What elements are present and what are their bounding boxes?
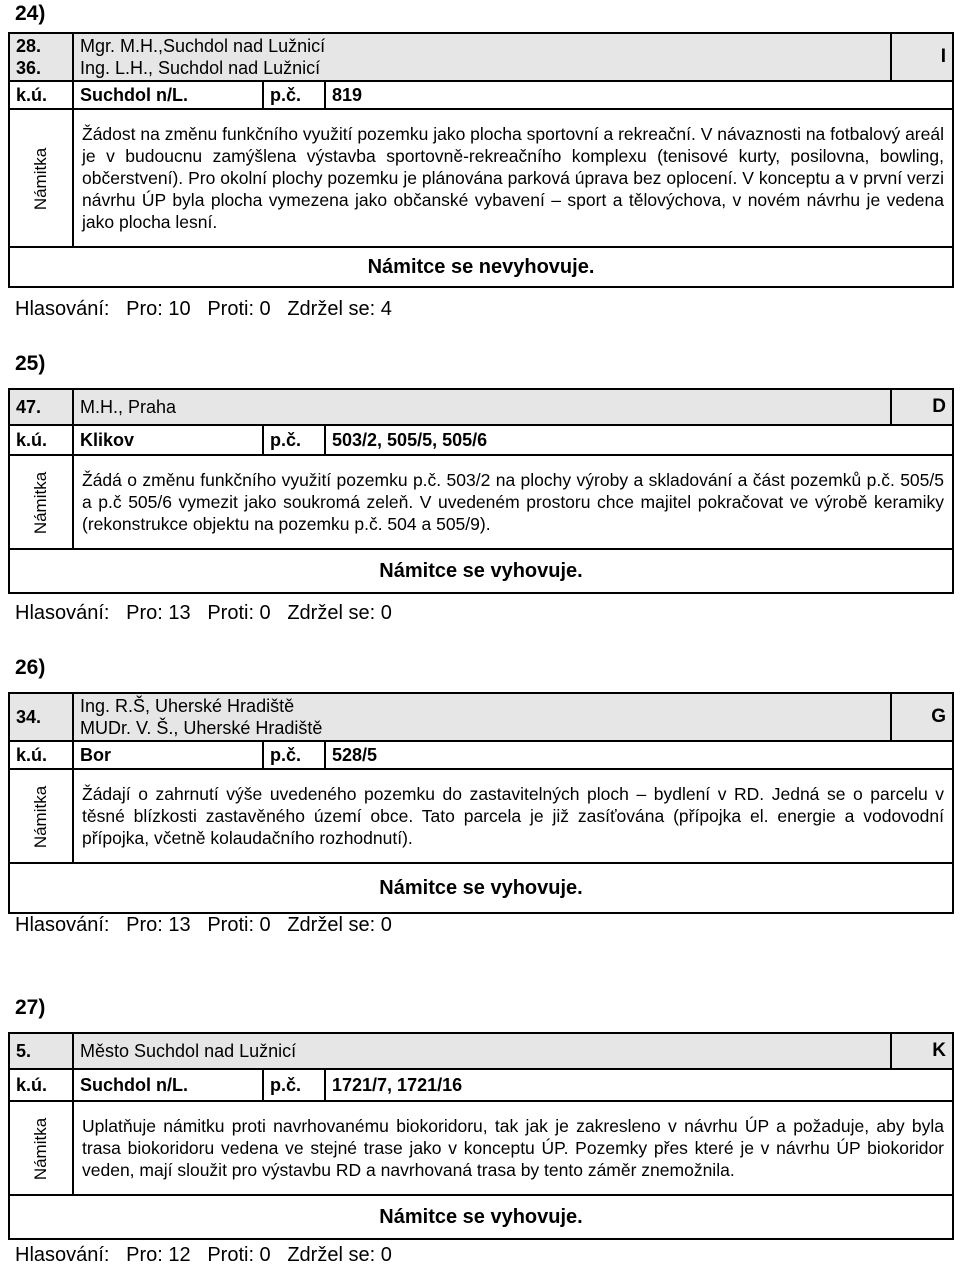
pc-label: p.č. [263,741,325,769]
vote-line: Hlasování: Pro: 13 Proti: 0 Zdržel se: 0 [15,914,392,936]
record-table [8,32,954,288]
result-text: Námitce se nevyhovuje. [9,247,953,287]
category-letter: D [891,389,953,425]
section-heading: 26) [15,656,46,679]
pc-label: p.č. [263,425,325,455]
ku-value: Bor [73,741,263,769]
side-label: Námitka [9,1101,73,1195]
record-number: 28. 36. [9,33,73,81]
applicant-names: Mgr. M.H.,Suchdol nad Lužnicí Ing. L.H., Suchdol nad Lužnicí [73,33,891,81]
ku-value: Suchdol n/L. [73,81,263,109]
record-number: 5. [9,1033,73,1069]
side-label: Námitka [9,455,73,549]
result-text: Námitce se vyhovuje. [9,1195,953,1239]
ku-value: Suchdol n/L. [73,1069,263,1101]
objection-text: Uplatňuje námitku proti navrhovanému biokoridoru, tak jak je zakresleno v návrhu ÚP a požaduje, aby byla trasa biokoridoru vedena ve stejné trase jako v konceptu ÚP. Pozemky přes které je v návrhu ÚP biokoridor veden, mají sloužit pro výstavbu RD a navrhovaná trasa by tento záměr znemožnila. [73,1101,953,1195]
record-table [8,388,954,594]
section-heading: 25) [15,352,46,375]
section-heading: 27) [15,996,46,1019]
applicant-names: M.H., Praha [73,389,891,425]
pc-value: 1721/7, 1721/16 [325,1069,953,1101]
pc-label: p.č. [263,81,325,109]
record-table [8,1032,954,1240]
result-text: Námitce se vyhovuje. [9,863,953,913]
record-table [8,692,954,914]
ku-label: k.ú. [9,741,73,769]
vote-line: Hlasování: Pro: 12 Proti: 0 Zdržel se: 0 [15,1244,392,1266]
vote-line: Hlasování: Pro: 10 Proti: 0 Zdržel se: 4 [15,298,392,320]
side-label: Námitka [9,109,73,247]
vote-line: Hlasování: Pro: 13 Proti: 0 Zdržel se: 0 [15,602,392,624]
pc-value: 503/2, 505/5, 505/6 [325,425,953,455]
ku-value: Klikov [73,425,263,455]
objection-text: Žádost na změnu funkčního využití pozemku jako plocha sportovní a rekreační. V návaznosti na fotbalový areál je v budoucnu zamýšlena výstavba sportovně-rekreačního komplexu (tenisové kurty, posilovna, bowling, občerstvení). Pro okolní plochy pozemku je plánována parková úprava bez oplocení. V konceptu a v první verzi návrhu ÚP byla plocha vymezena jako občanské vybavení – sport a tělovýchova, v novém návrhu je vedena jako plocha lesní. [73,109,953,247]
objection-text: Žádají o zahrnutí výše uvedeného pozemku do zastavitelných ploch – bydlení v RD. Jedná se o parcelu v těsné blízkosti zastavěného území obce. Tato parcela je již zasíťována (přípojka el. energie a vodovodní přípojka, včetně kolaudačního rozhodnutí). [73,769,953,863]
record-number: 34. [9,693,73,741]
category-letter: G [891,693,953,741]
applicant-names: Město Suchdol nad Lužnicí [73,1033,891,1069]
section-heading: 24) [15,2,46,25]
pc-label: p.č. [263,1069,325,1101]
pc-value: 528/5 [325,741,953,769]
category-letter: I [891,33,953,81]
ku-label: k.ú. [9,1069,73,1101]
ku-label: k.ú. [9,81,73,109]
pc-value: 819 [325,81,953,109]
applicant-names: Ing. R.Š, Uherské Hradiště MUDr. V. Š., Uherské Hradiště [73,693,891,741]
side-label: Námitka [9,769,73,863]
objection-text: Žádá o změnu funkčního využití pozemku p.č. 503/2 na plochy výroby a skladování a část pozemků p.č. 505/5 a p.č 505/6 vymezit jako soukromá zeleň. V uvedeném prostoru chce majitel pokračovat ve výrobě keramiky (rekonstrukce objektu na pozemku p.č. 504 a 505/9). [73,455,953,549]
category-letter: K [891,1033,953,1069]
result-text: Námitce se vyhovuje. [9,549,953,593]
ku-label: k.ú. [9,425,73,455]
record-number: 47. [9,389,73,425]
